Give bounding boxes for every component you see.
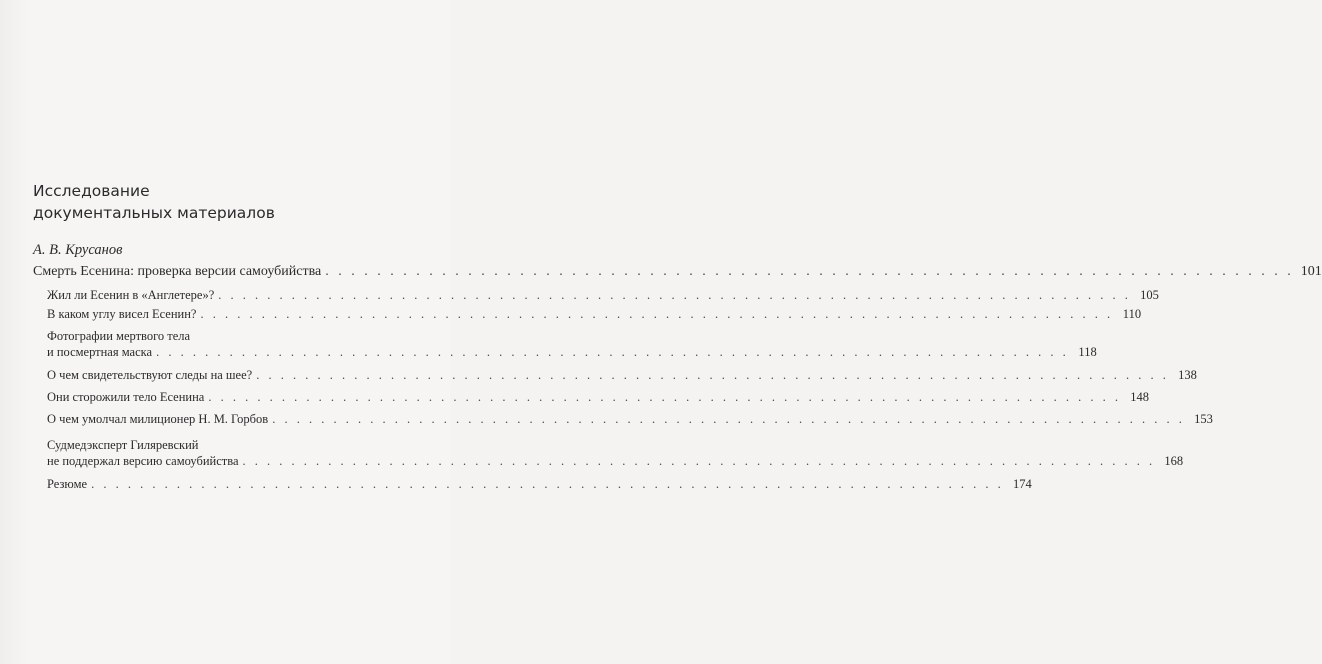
toc-entry-main bbox=[33, 263, 1322, 280]
toc-page-number: 174 bbox=[1012, 477, 1032, 491]
dot-leader: . . . . . . . . . . . . . . . . . . . . . . . . . . . . . . . . . . . . . . . . . . . . . . . . . . . . . . . . . . . . . . . . . . . . . . . . . . . bbox=[156, 345, 1069, 359]
author-name: А. В. Крусанов bbox=[33, 242, 123, 258]
toc-entry bbox=[47, 367, 1197, 383]
dot-leader: . . . . . . . . . . . . . . . . . . . . . . . . . . . . . . . . . . . . . . . . . . . . . . . . . . . . . . . . . . . . . . . . . . . . . . . . . . . bbox=[242, 454, 1156, 468]
toc-entry-title-line-1: Судмедэксперт Гиляревский bbox=[47, 438, 199, 452]
toc-entry-title: не поддержал версию самоубийства bbox=[47, 454, 239, 468]
toc-page-number: 168 bbox=[1164, 454, 1184, 468]
toc-entry bbox=[47, 411, 1213, 427]
dot-leader: . . . . . . . . . . . . . . . . . . . . . . . . . . . . . . . . . . . . . . . . . . . . . . . . . . . . . . . . . . . . . . . . . . . . . . . . . . . bbox=[91, 477, 1004, 491]
toc-entry bbox=[47, 287, 1159, 303]
toc-page-number: 105 bbox=[1140, 288, 1159, 302]
dot-leader: . . . . . . . . . . . . . . . . . . . . . . . . . . . . . . . . . . . . . . . . . . . . . . . . . . . . . . . . . . . . . . . . . . . . . . . . . . . bbox=[272, 412, 1185, 426]
toc-entry-title: Жил ли Есенин в «Англетере»? bbox=[47, 288, 215, 302]
toc-entry-title: Они сторожили тело Есенина bbox=[47, 390, 205, 404]
toc-entry-title: О чем умолчал милиционер Н. М. Горбов bbox=[47, 412, 269, 426]
dot-leader: . . . . . . . . . . . . . . . . . . . . . . . . . . . . . . . . . . . . . . . . . . . . . . . . . . . . . . . . . . . . . . . . . . . . . . . . . . . bbox=[256, 368, 1169, 382]
section-title bbox=[33, 180, 393, 224]
dot-leader: . . . . . . . . . . . . . . . . . . . . . . . . . . . . . . . . . . . . . . . . . . . . . . . . . . . . . . . . . . . . . . . . . . . . . . . . . . . bbox=[208, 390, 1121, 404]
toc-page-number: 118 bbox=[1078, 345, 1097, 359]
dot-leader: . . . . . . . . . . . . . . . . . . . . . . . . . . . . . . . . . . . . . . . . . . . . . . . . . . . . . . . . . . . . . . . . . . . . . . . . . . . bbox=[218, 288, 1131, 302]
toc-page-number: 110 bbox=[1122, 307, 1142, 321]
toc-page-number: 148 bbox=[1130, 390, 1149, 404]
dot-leader: . . . . . . . . . . . . . . . . . . . . . . . . . . . . . . . . . . . . . . . . . . . . . . . . . . . . . . . . . . . . . . . . . . . . . . . . . . . bbox=[200, 307, 1114, 321]
toc-page-number: 153 bbox=[1194, 412, 1213, 426]
toc-page-number: 138 bbox=[1178, 368, 1197, 382]
toc-entry-title: О чем свидетельствуют следы на шее? bbox=[47, 368, 253, 382]
toc-entry bbox=[47, 437, 1184, 469]
toc-entry bbox=[47, 328, 1097, 360]
toc-entry-title-line-1: Фотографии мертвого тела bbox=[47, 329, 191, 343]
toc-entry-title: и посмертная маска bbox=[47, 345, 153, 359]
toc-entry-title: В каком углу висел Есенин? bbox=[47, 307, 197, 321]
toc-entry-title: Резюме bbox=[47, 477, 88, 491]
toc-entry bbox=[47, 389, 1149, 405]
toc-entry-title: Смерть Есенина: проверка версии самоубийства bbox=[33, 264, 322, 279]
toc-entry bbox=[47, 476, 1032, 492]
toc-entry bbox=[47, 306, 1142, 322]
toc-page-number: 101 bbox=[1300, 264, 1322, 279]
dot-leader: . . . . . . . . . . . . . . . . . . . . . . . . . . . . . . . . . . . . . . . . . . . . . . . . . . . . . . . . . . . . . . . . . . . . . . . . . . . bbox=[325, 264, 1294, 279]
section-title-line-1: Исследование bbox=[33, 182, 150, 200]
section-title-line-2: документальных материалов bbox=[33, 204, 275, 222]
